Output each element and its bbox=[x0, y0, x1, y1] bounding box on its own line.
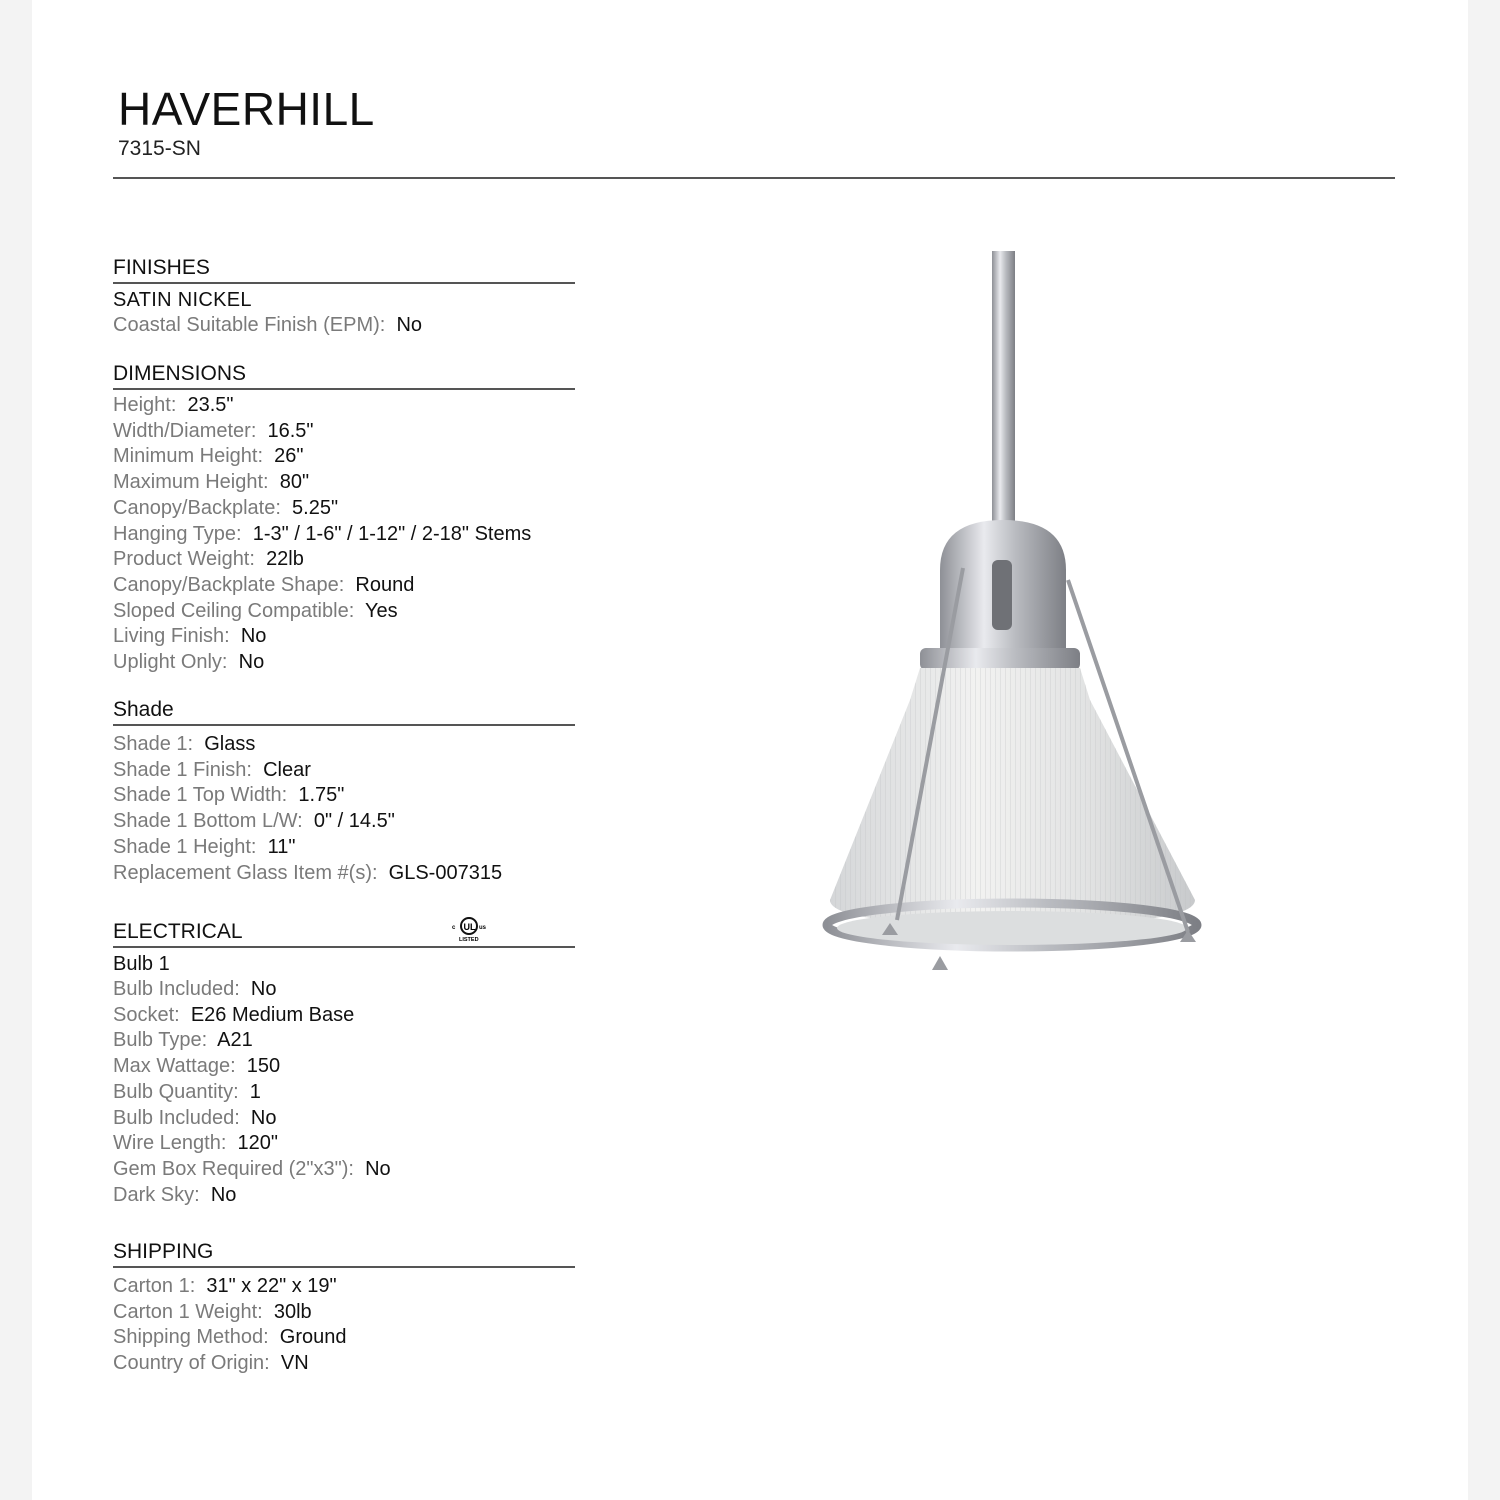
spec-row bbox=[113, 393, 575, 419]
spec-row bbox=[113, 444, 575, 470]
spec-value: 120" bbox=[237, 1132, 278, 1155]
section-heading: Shade bbox=[113, 698, 174, 721]
spec-value: A21 bbox=[217, 1029, 253, 1052]
spec-row bbox=[113, 861, 575, 887]
spec-label: Gem Box Required (2"x3"): bbox=[113, 1157, 354, 1180]
spec-row bbox=[113, 1325, 575, 1351]
spec-label: Bulb Included: bbox=[113, 978, 240, 1000]
spec-row bbox=[113, 650, 575, 676]
section-divider bbox=[113, 1266, 575, 1268]
spec-label: Coastal Suitable Finish (EPM): bbox=[113, 314, 386, 336]
spec-label: Uplight Only: bbox=[113, 651, 228, 674]
spec-value: 31" x 22" x 19" bbox=[206, 1275, 337, 1297]
spec-value: 22lb bbox=[266, 548, 304, 571]
spec-row bbox=[113, 1106, 575, 1132]
spec-value: 23.5" bbox=[187, 394, 234, 416]
spec-label: Socket: bbox=[113, 1003, 180, 1026]
spec-value: 150 bbox=[246, 1055, 281, 1078]
spec-rows bbox=[113, 732, 575, 886]
spec-value: Round bbox=[355, 573, 415, 596]
spec-row bbox=[113, 599, 575, 625]
spec-row bbox=[113, 732, 575, 758]
spec-rows bbox=[113, 313, 575, 339]
spec-row bbox=[113, 758, 575, 784]
finishes-section bbox=[113, 254, 575, 339]
spec-label: Shade 1 Height: bbox=[113, 835, 257, 858]
pendant-lamp-image bbox=[800, 245, 1220, 985]
spec-label: Bulb Quantity: bbox=[113, 1080, 239, 1103]
spec-rows bbox=[113, 977, 575, 1208]
spec-value: 80" bbox=[279, 471, 310, 494]
spec-value: 26" bbox=[274, 445, 304, 468]
spec-row bbox=[113, 496, 575, 522]
spec-label: Width/Diameter: bbox=[113, 419, 257, 442]
section-divider bbox=[113, 388, 575, 390]
spec-row bbox=[113, 313, 575, 339]
header-divider bbox=[113, 177, 1395, 179]
spec-row bbox=[113, 1131, 575, 1157]
spec-label: Hanging Type: bbox=[113, 522, 242, 545]
spec-label: Bulb Included: bbox=[113, 1106, 240, 1129]
spec-value: 0" / 14.5" bbox=[313, 810, 395, 833]
spec-row bbox=[113, 977, 575, 1003]
spec-label: Sloped Ceiling Compatible: bbox=[113, 599, 355, 622]
spec-row bbox=[113, 522, 575, 548]
spec-value: No bbox=[238, 651, 265, 674]
spec-label: Minimum Height: bbox=[113, 445, 264, 468]
spec-label: Country of Origin: bbox=[113, 1352, 270, 1375]
spec-row bbox=[113, 1080, 575, 1106]
section-heading: SHIPPING bbox=[113, 1240, 214, 1263]
spec-row bbox=[113, 809, 575, 835]
spec-label: Bulb Type: bbox=[113, 1029, 208, 1052]
spec-rows bbox=[113, 1274, 575, 1377]
section-heading: DIMENSIONS bbox=[113, 362, 247, 385]
svg-text:LISTED: LISTED bbox=[459, 937, 479, 943]
spec-label: Shade 1 Bottom L/W: bbox=[113, 810, 303, 833]
spec-value: No bbox=[365, 1157, 391, 1180]
spec-row bbox=[113, 1028, 575, 1054]
spec-row bbox=[113, 1003, 575, 1029]
spec-label: Shade 1 Top Width: bbox=[113, 784, 288, 807]
dimensions-section bbox=[113, 360, 575, 676]
spec-value: No bbox=[250, 1106, 277, 1129]
section-heading bbox=[113, 918, 575, 946]
spec-value: VN bbox=[280, 1352, 309, 1375]
spec-value: 1.75" bbox=[298, 784, 345, 807]
spec-label: Shade 1: bbox=[113, 733, 194, 755]
spec-label: Maximum Height: bbox=[113, 471, 269, 494]
spec-value: Glass bbox=[204, 733, 256, 755]
spec-label: Carton 1 Weight: bbox=[113, 1300, 263, 1323]
spec-label: Shade 1 Finish: bbox=[113, 758, 252, 781]
spec-value: Yes bbox=[365, 599, 398, 622]
svg-text:UL: UL bbox=[463, 922, 476, 932]
bulb-heading: Bulb 1 bbox=[113, 953, 170, 975]
spec-row bbox=[113, 547, 575, 573]
spec-value: Clear bbox=[263, 758, 311, 781]
spec-value: Ground bbox=[279, 1326, 347, 1349]
shade-section bbox=[113, 696, 575, 886]
spec-label: Carton 1: bbox=[113, 1275, 196, 1297]
section-heading: FINISHES bbox=[113, 256, 210, 279]
spec-label: Height: bbox=[113, 394, 177, 416]
shipping-section bbox=[113, 1238, 575, 1377]
spec-label: Product Weight: bbox=[113, 548, 255, 571]
spec-row bbox=[113, 1351, 575, 1377]
spec-row bbox=[113, 1054, 575, 1080]
spec-value: 5.25" bbox=[292, 496, 339, 519]
spec-row bbox=[113, 573, 575, 599]
spec-row bbox=[113, 1300, 575, 1326]
spec-label: Canopy/Backplate Shape: bbox=[113, 573, 345, 596]
spec-row bbox=[113, 1183, 575, 1209]
section-divider bbox=[113, 724, 575, 726]
spec-label: Replacement Glass Item #(s): bbox=[113, 861, 378, 884]
spec-value: 11" bbox=[267, 835, 296, 858]
spec-value: 1-3" / 1-6" / 1-12" / 2-18" Stems bbox=[252, 522, 532, 545]
spec-label: Shipping Method: bbox=[113, 1326, 269, 1349]
stem bbox=[992, 251, 1015, 531]
spec-row bbox=[113, 783, 575, 809]
spec-row bbox=[113, 470, 575, 496]
spec-row bbox=[113, 835, 575, 861]
spec-value: GLS-007315 bbox=[388, 861, 503, 884]
spec-row bbox=[113, 419, 575, 445]
spec-label: Living Finish: bbox=[113, 625, 230, 648]
ul-listed-logo-icon bbox=[450, 914, 494, 948]
spec-label: Canopy/Backplate: bbox=[113, 496, 281, 519]
spec-label: Wire Length: bbox=[113, 1132, 227, 1155]
spec-row bbox=[113, 1157, 575, 1183]
finish-name: SATIN NICKEL bbox=[113, 289, 252, 311]
spec-value: E26 Medium Base bbox=[190, 1003, 355, 1026]
svg-text:us: us bbox=[479, 925, 487, 931]
product-sku: 7315-SN bbox=[118, 137, 201, 160]
spec-rows bbox=[113, 393, 575, 676]
spec-row bbox=[113, 1274, 575, 1300]
spec-value: No bbox=[210, 1183, 237, 1206]
electrical-heading: ELECTRICAL bbox=[113, 920, 243, 943]
spec-value: No bbox=[240, 625, 267, 648]
spec-row bbox=[113, 624, 575, 650]
product-title: HAVERHILL bbox=[118, 83, 375, 135]
section-divider bbox=[113, 282, 575, 284]
spec-value: No bbox=[396, 314, 423, 336]
spec-label: Max Wattage: bbox=[113, 1055, 236, 1078]
electrical-section bbox=[113, 918, 575, 1208]
spec-value: 30lb bbox=[273, 1300, 312, 1323]
spec-label: Dark Sky: bbox=[113, 1183, 200, 1206]
spec-value: 1 bbox=[249, 1080, 261, 1103]
spec-value: No bbox=[250, 978, 277, 1000]
spec-value: 16.5" bbox=[267, 419, 314, 442]
svg-text:c: c bbox=[452, 925, 456, 931]
section-divider bbox=[113, 946, 575, 948]
